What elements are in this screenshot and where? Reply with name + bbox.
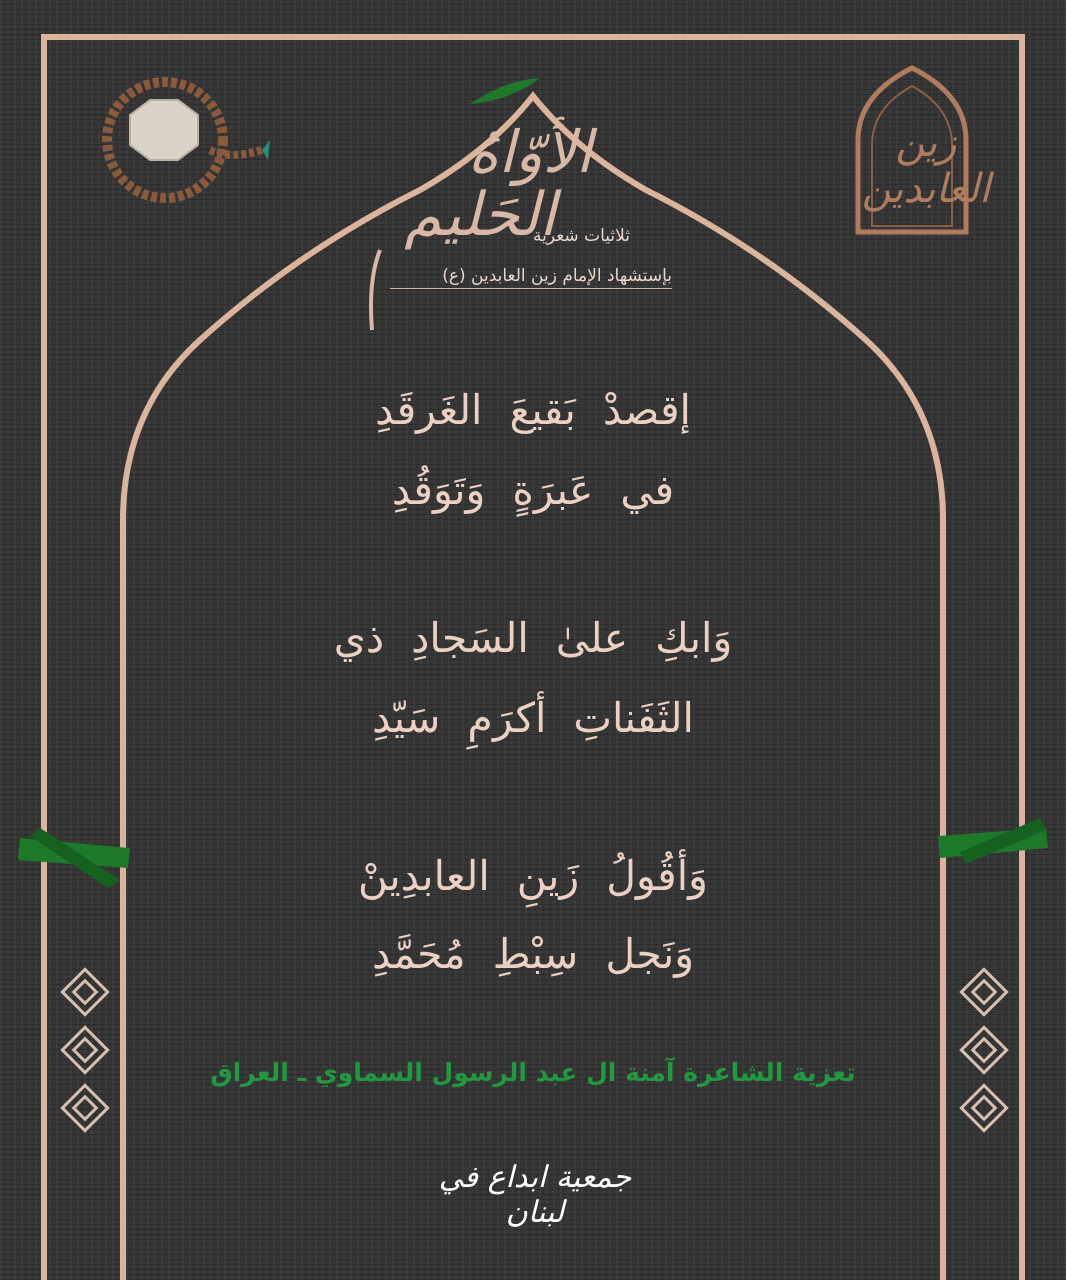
- emblem-calligraphy: زين العابدين: [861, 120, 991, 212]
- title-line-2: الحَليم: [404, 180, 556, 250]
- kufic-knot-right-icon: [961, 969, 1006, 1130]
- verse-1-line-2: في عَبرَةٍ وَتَوَقُدِ: [391, 466, 675, 514]
- title-flourish: [371, 250, 380, 330]
- subtitle: ثلاثيات شعرية: [533, 226, 630, 246]
- title-line-1: الأوّاهُ: [468, 118, 592, 186]
- prayer-beads-icon: [107, 82, 270, 198]
- verse-1-line-1: إقصدْ بَقيعَ الغَرقَدِ: [375, 386, 691, 434]
- kufic-knot-left-icon: [62, 969, 107, 1130]
- association-signature: جمعية ابداع في لبنان: [438, 1160, 632, 1230]
- verse-3-line-2: وَنَجل سِبْطِ مُحَمَّدِ: [371, 930, 695, 978]
- poet-credit: تعزية الشاعرة آمنة ال عبد الرسول السماوي ـ العراق: [210, 1058, 856, 1087]
- verse-2-line-2: الثَفَناتِ أكرَمِ سَيّدِ: [372, 694, 694, 742]
- verse-2-line-1: وَابكِ علىٰ السَجادِ ذي: [333, 614, 733, 662]
- green-ribbon-left-icon: [18, 828, 130, 888]
- green-ribbon-right-icon: [938, 818, 1048, 864]
- occasion-line: بإستشهاد الإمام زين العابدين (ع): [390, 266, 672, 289]
- verse-3-line-1: وَأقُولُ زَينِ العابدِينْ: [358, 852, 708, 900]
